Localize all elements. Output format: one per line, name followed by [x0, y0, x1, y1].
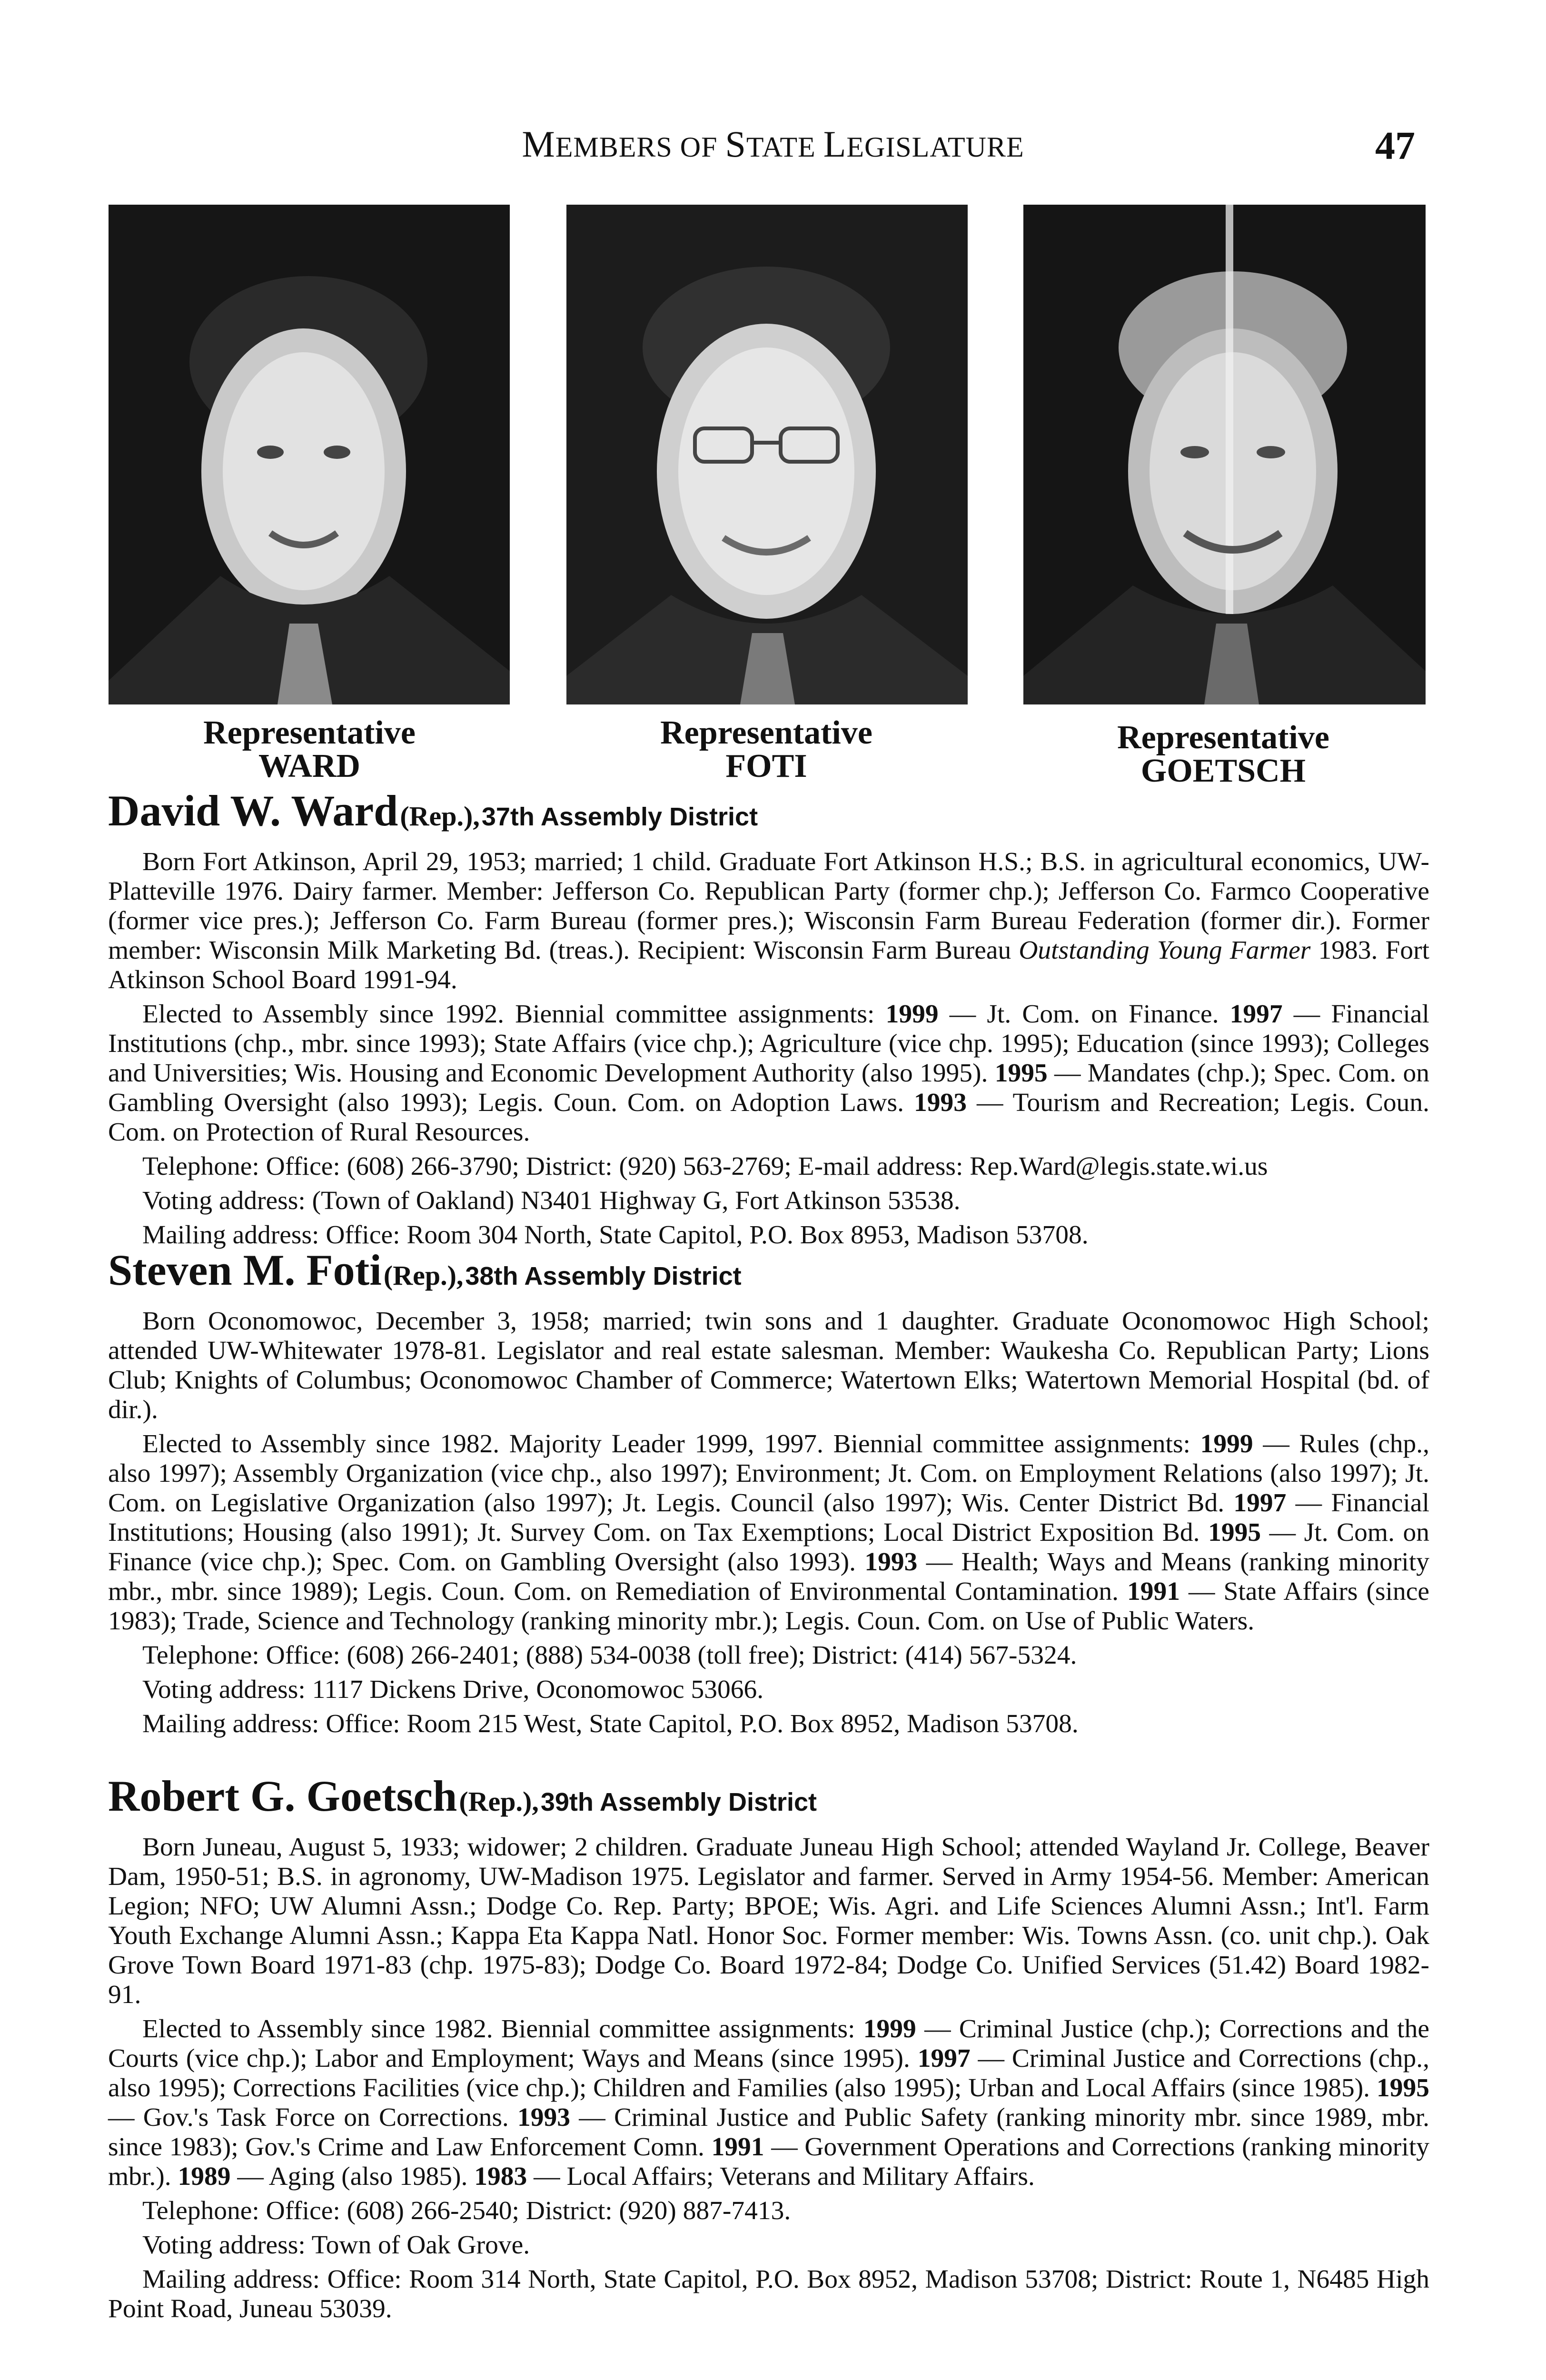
- year-label: 1997: [1233, 1488, 1287, 1517]
- bio-text: — Local Affairs; Veterans and Military Affairs.: [527, 2162, 1035, 2191]
- bio-text: — Criminal Justice (chp.); Corrections and the Courts (vice chp.); Labor and Employment; Ways and Means (since 1995).: [108, 2014, 1429, 2073]
- caption-foti-line2: FOTI: [725, 748, 807, 784]
- bio-heading-foti: [108, 1245, 742, 1295]
- bio-text: 1983. Fort Atkinson School Board 1991-94.: [108, 936, 1429, 994]
- caption-foti-line1: Representative: [660, 714, 872, 751]
- caption-foti: [600, 716, 933, 783]
- bio-text: — Government Operations and Corrections (ranking minority mbr.).: [108, 2132, 1429, 2191]
- bio-district: 37th Assembly District: [481, 803, 758, 831]
- bio-text: — Criminal Justice and Corrections (chp., also 1995); Corrections Facilities (vice chp.); Children and Families (also 1995); Urban and Local Affairs (since 1985).: [108, 2044, 1429, 2102]
- bio-text: Elected to Assembly since 1992. Biennial committee assignments:: [142, 1000, 886, 1029]
- bio-text: — Health; Ways and Means (ranking minority mbr., mbr. since 1989); Legis. Coun. Com. on Remediation of Environmental Contamination.: [108, 1547, 1429, 1606]
- header-title-part: STATE: [725, 123, 823, 165]
- photo-goetsch: [1023, 205, 1426, 704]
- bio-paragraph: [108, 1152, 1429, 1181]
- running-header-title: [0, 123, 1546, 166]
- bio-body-foti: [108, 1307, 1429, 1744]
- year-label: 1991: [1127, 1577, 1180, 1606]
- bio-text: — Criminal Justice and Public Safety (ranking minority mbr. since 1989, mbr. since 1983); Gov.'s Crime and Law Enforcement Comn.: [108, 2103, 1429, 2162]
- bio-text: — Rules (chp., also 1997); Assembly Organization (vice chp., also 1997); Environment; Jt. Com. on Employment Relations (also 1997); Jt. Com. on Legislative Organization (also 1997); Jt. Legis. Council (also 1997); Wis. Center District Bd.: [108, 1429, 1429, 1517]
- bio-text: Born Fort Atkinson, April 29, 1953; married; 1 child. Graduate Fort Atkinson H.S.; B.S. in agricultural economics, UW-Platteville 1976. Dairy farmer. Member: Jefferson Co. Republican Party (former chp.); Jefferson Co. Farmco Cooperative (former vice pres.); Jefferson Co. Farm Bureau (former pres.); Wisconsin Farm Bureau Federation (former dir.). Former member: Wisconsin Milk Marketing Bd. (treas.). Recipient: Wisconsin Farm Bureau: [108, 847, 1429, 965]
- bio-body-goetsch: [108, 1833, 1429, 2329]
- bio-paragraph: [108, 1709, 1429, 1739]
- bio-district: 39th Assembly District: [540, 1788, 817, 1816]
- bio-text: — Tourism and Recreation; Legis. Coun. Com. on Protection of Rural Resources.: [108, 1088, 1429, 1147]
- header-title-part: MEMBERS OF: [522, 123, 725, 165]
- bio-body-ward: [108, 847, 1429, 1255]
- bio-text: Elected to Assembly since 1982. Biennial committee assignments:: [142, 2014, 863, 2043]
- bio-paragraph: [108, 2231, 1429, 2260]
- year-label: 1999: [885, 1000, 939, 1029]
- bio-text: Mailing address: Office: Room 215 West, State Capitol, P.O. Box 8952, Madison 53708.: [142, 1709, 1079, 1738]
- year-label: 1993: [914, 1088, 967, 1117]
- caption-goetsch-line1: Representative: [1117, 719, 1329, 756]
- bio-heading-ward: [108, 785, 758, 836]
- bio-party: (Rep.),: [383, 1260, 464, 1291]
- bio-name: David W. Ward: [108, 786, 398, 835]
- bio-district: 38th Assembly District: [465, 1262, 742, 1290]
- bio-paragraph: [108, 1307, 1429, 1425]
- year-label: 1989: [178, 2162, 231, 2191]
- year-label: 1997: [917, 2044, 971, 2073]
- caption-ward-line2: WARD: [258, 748, 360, 784]
- year-label: 1993: [517, 2103, 571, 2132]
- year-label: 1997: [1229, 1000, 1283, 1029]
- year-label: 1995: [994, 1059, 1048, 1088]
- bio-text: — Financial Institutions; Housing (also 1991); Jt. Survey Com. on Tax Exemptions; Local District Exposition Bd.: [108, 1488, 1429, 1547]
- bio-text: — Mandates (chp.); Spec. Com. on Gambling Oversight (also 1993); Legis. Coun. Com. on Adoption Laws.: [108, 1059, 1429, 1117]
- bio-name: Robert G. Goetsch: [108, 1772, 457, 1820]
- bio-text: — Jt. Com. on Finance (vice chp.); Spec. Com. on Gambling Oversight (also 1993).: [108, 1518, 1429, 1577]
- bio-text: — State Affairs (since 1983); Trade, Science and Technology (ranking minority mbr.); Legis. Coun. Com. on Use of Public Waters.: [108, 1577, 1430, 1636]
- bio-paragraph: [108, 2196, 1429, 2226]
- bio-party: (Rep.),: [459, 1786, 539, 1817]
- caption-ward-line1: Representative: [203, 714, 416, 751]
- bio-text: Voting address: 1117 Dickens Drive, Oconomowoc 53066.: [142, 1675, 764, 1704]
- bio-text: — Jt. Com. on Finance.: [938, 1000, 1230, 1029]
- bio-text: — Financial Institutions (chp., mbr. since 1993); State Affairs (vice chp.); Agriculture (vice chp. 1995); Education (since 1993); Colleges and Universities; Wis. Housing and Economic Development Authority (also 1995).: [108, 1000, 1429, 1088]
- bio-text: — Gov.'s Task Force on Corrections.: [108, 2103, 518, 2132]
- bio-name: Steven M. Foti: [108, 1246, 382, 1294]
- photo-ward: [109, 205, 510, 704]
- bio-text: Mailing address: Office: Room 304 North, State Capitol, P.O. Box 8953, Madison 53708.: [142, 1220, 1089, 1250]
- page-number: 47: [1375, 124, 1415, 168]
- year-label: 1993: [864, 1547, 918, 1577]
- bio-paragraph: [108, 2014, 1429, 2192]
- bio-text: — Aging (also 1985).: [230, 2162, 475, 2191]
- bio-paragraph: [108, 1000, 1429, 1147]
- bio-text: Telephone: Office: (608) 266-2540; District: (920) 887-7413.: [142, 2196, 791, 2225]
- year-label: 1999: [863, 2014, 916, 2043]
- header-title-part: LEGISLATURE: [823, 123, 1024, 165]
- caption-goetsch: [1057, 721, 1390, 788]
- year-label: 1983: [474, 2162, 527, 2191]
- bio-paragraph: [108, 1833, 1429, 2010]
- year-label: 1999: [1200, 1429, 1253, 1458]
- bio-heading-goetsch: [108, 1771, 817, 1821]
- award-title: Outstanding Young Farmer: [1019, 936, 1311, 965]
- bio-paragraph: [108, 1675, 1429, 1705]
- bio-text: Voting address: (Town of Oakland) N3401 Highway G, Fort Atkinson 53538.: [142, 1186, 961, 1215]
- photo-foti: [566, 205, 968, 704]
- bio-party: (Rep.),: [400, 801, 480, 832]
- bio-text: Telephone: Office: (608) 266-3790; District: (920) 563-2769; E-mail address: Rep.Ward@legis.state.wi.us: [142, 1152, 1268, 1181]
- portrait-foti-image: [566, 205, 968, 704]
- bio-paragraph: [108, 1429, 1429, 1636]
- bio-paragraph: [108, 1186, 1429, 1216]
- bio-text: Born Juneau, August 5, 1933; widower; 2 children. Graduate Juneau High School; attended Wayland Jr. College, Beaver Dam, 1950-51; B.S. in agronomy, UW-Madison 1975. Legislator and farmer. Served in Army 1954-56. Member: American Legion; NFO; UW Alumni Assn.; Dodge Co. Rep. Party; BPOE; Wis. Agri. and Life Sciences Alumni Assn.; Int'l. Farm Youth Exchange Alumni Assn.; Kappa Eta Kappa Natl. Honor Soc. Former member: Wis. Towns Assn. (co. unit chp.). Oak Grove Town Board 1971-83 (chp. 1975-83); Dodge Co. Board 1972-84; Dodge Co. Unified Services (51.42) Board 1982-91.: [108, 1833, 1429, 2009]
- bio-text: Elected to Assembly since 1982. Majority Leader 1999, 1997. Biennial committee assignments:: [142, 1429, 1200, 1458]
- bio-text: Born Oconomowoc, December 3, 1958; married; twin sons and 1 daughter. Graduate Oconomowoc High School; attended UW-Whitewater 1978-81. Legislator and real estate salesman. Member: Waukesha Co. Republican Party; Lions Club; Knights of Columbus; Oconomowoc Chamber of Commerce; Watertown Elks; Watertown Memorial Hospital (bd. of dir.).: [108, 1307, 1429, 1424]
- bio-text: Telephone: Office: (608) 266-2401; (888) 534-0038 (toll free); District: (414) 567-5324.: [142, 1641, 1077, 1670]
- year-label: 1991: [711, 2132, 764, 2162]
- portrait-goetsch-image: [1023, 205, 1426, 704]
- bio-paragraph: [108, 847, 1429, 995]
- bio-text: Mailing address: Office: Room 314 North, State Capitol, P.O. Box 8952, Madison 53708; District: Route 1, N6485 High Point Road, Juneau 53039.: [108, 2265, 1429, 2323]
- year-label: 1995: [1377, 2073, 1429, 2102]
- bio-text: Voting address: Town of Oak Grove.: [142, 2231, 530, 2260]
- year-label: 1995: [1208, 1518, 1261, 1547]
- bio-paragraph: [108, 2265, 1429, 2324]
- bio-paragraph: [108, 1641, 1429, 1670]
- caption-goetsch-line2: GOETSCH: [1140, 753, 1306, 789]
- portrait-ward-image: [109, 205, 510, 704]
- caption-ward: [143, 716, 476, 783]
